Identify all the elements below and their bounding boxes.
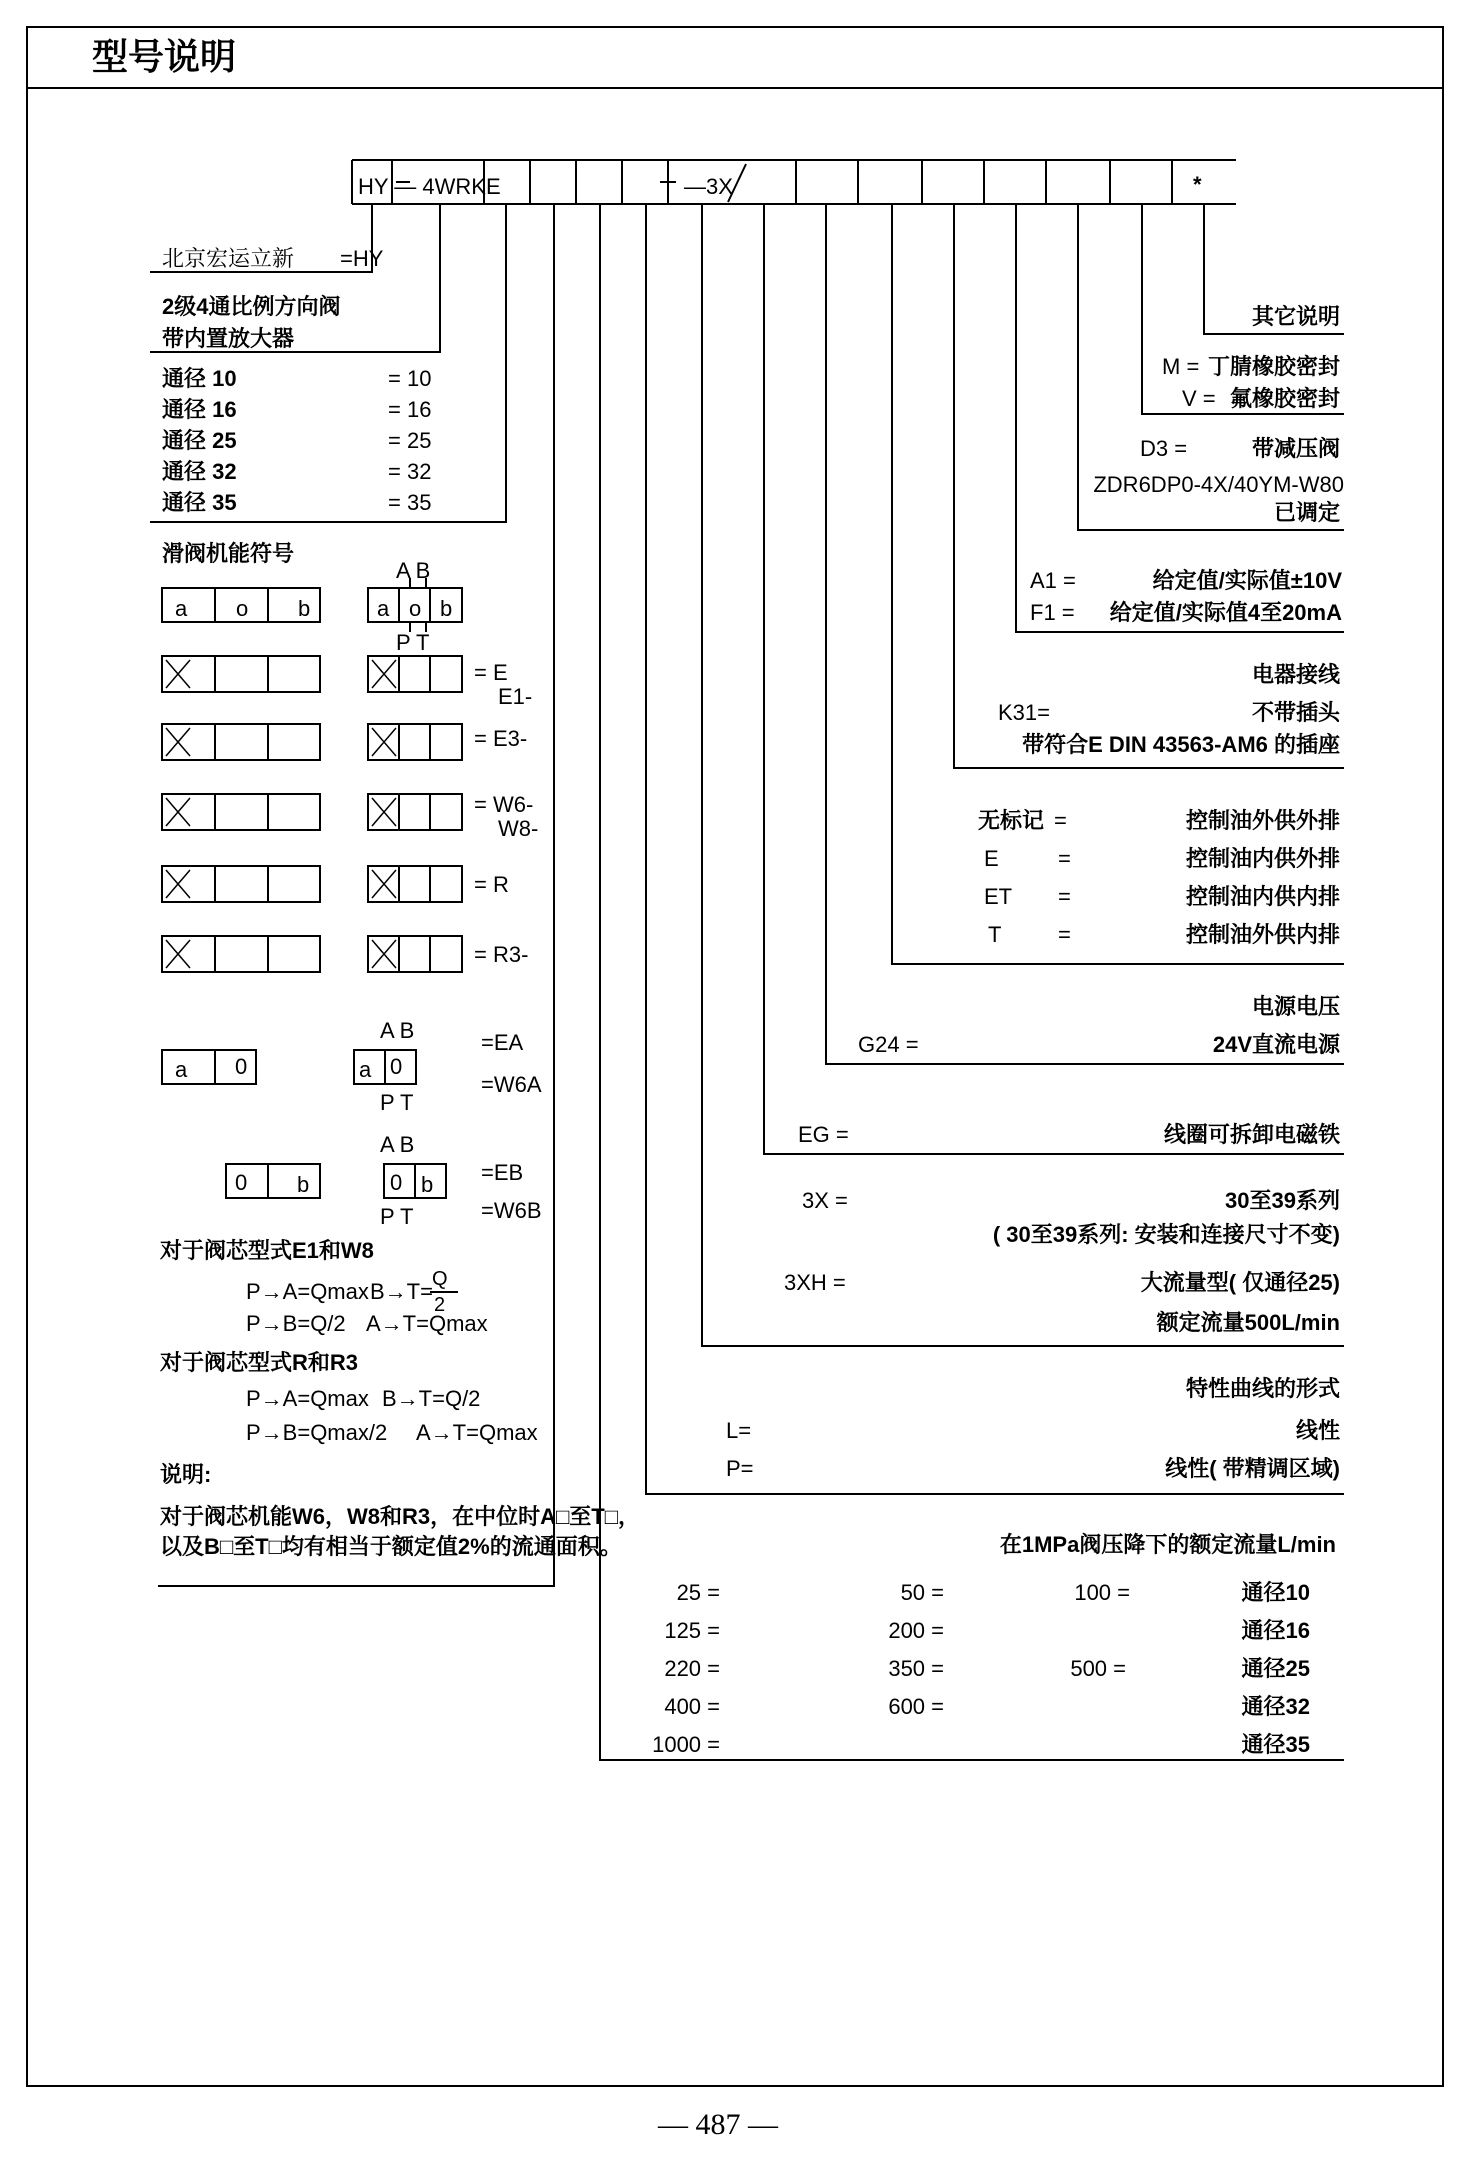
spool-ea: =EA [481,1030,524,1055]
voltage-heading: 电源电压 [1251,994,1340,1019]
seal-v-desc: 氟橡胶密封 [1229,386,1340,411]
seal-m-code: M = [1162,354,1200,379]
curve-p-code: P= [726,1456,754,1481]
d3-desc: 带减压阀 [1251,436,1340,461]
valve-desc-1: 2级4通比例方向阀 [162,294,341,319]
pilot-none-eq: = [1054,808,1067,833]
k31-desc-1: 不带插头 [1251,700,1340,725]
ea-a: a [175,1057,188,1082]
curve-heading: 特性曲线的形式 [1185,1376,1340,1401]
eb-0: 0 [235,1170,248,1195]
size-eq-3: = 25 [388,428,432,453]
note-e1w8-2: B→T= [370,1279,433,1304]
port-pt-3: P T [380,1204,414,1229]
explain-heading: 说明: [160,1462,212,1487]
f1-desc: 给定值/实际值4至20mA [1109,600,1342,625]
spool-w6b: =W6B [481,1198,542,1223]
d3-adjusted: 已调定 [1273,500,1340,525]
pilot-none-code: 无标记 [978,808,1045,833]
pilot-e-code: E [984,846,999,871]
note-r-3: P→B=Qmax/2 [246,1420,388,1445]
a1-code: A1 = [1030,568,1076,593]
pilot-et-desc: 控制油内供内排 [1185,884,1340,909]
note-e1w8-1: P→A=Qmax [246,1279,369,1304]
page-number: — 487 — [658,2108,778,2141]
g24-code: G24 = [858,1032,919,1057]
eb-02: 0 [390,1170,403,1195]
flow-r3-c1: 220 = [664,1656,720,1681]
size-eq-2: = 16 [388,397,432,422]
flow-r4-size: 通径32 [1241,1694,1310,1719]
eb-b2: b [421,1172,434,1197]
flow-r1-c3: 100 = [1074,1580,1130,1605]
maker-code: =HY [340,246,384,271]
flow-r2-size: 通径16 [1241,1618,1310,1643]
a1-desc: 给定值/实际值±10V [1152,568,1342,593]
3x-desc: 30至39系列 [1225,1188,1340,1213]
pos-a2: a [377,596,390,621]
d3-valve: ZDR6DP0-4X/40YM-W80 [1093,472,1344,497]
3x-note: ( 30至39系列: 安装和连接尺寸不变) [992,1222,1340,1247]
port-pt-1: P T [396,630,430,655]
pilot-e-desc: 控制油内供外排 [1185,846,1340,871]
port-ab-1: A B [396,558,431,583]
spool-w6: = W6- [474,792,534,817]
pilot-t-desc: 控制油外供内排 [1185,922,1340,947]
flow-heading: 在1MPa阀压降下的额定流量L/min [999,1532,1336,1557]
spool-r: = R [474,872,509,897]
pos-b2: b [440,596,453,621]
seal-m-desc: 丁腈橡胶密封 [1207,354,1340,379]
port-ab-3: A B [380,1132,415,1157]
flow-r2-c1: 125 = [664,1618,720,1643]
port-ab-2: A B [380,1018,415,1043]
size-label-5: 通径 35 [162,490,237,515]
g24-desc: 24V直流电源 [1212,1032,1340,1057]
pilot-e-eq: = [1058,846,1071,871]
note-r-1: P→A=Qmax [246,1386,369,1411]
k31-desc-2: 带符合E DIN 43563-AM6 的插座 [1022,732,1340,757]
flow-r3-c3: 500 = [1070,1656,1126,1681]
spool-e: = E [474,660,508,685]
spool-w6a: =W6A [481,1072,542,1097]
pos-o2: o [409,596,422,621]
size-label-4: 通径 32 [162,459,237,484]
flow-r4-c2: 600 = [888,1694,944,1719]
valve-desc-2: 带内置放大器 [162,326,295,351]
curve-l-code: L= [726,1418,752,1443]
3xh-desc: 大流量型( 仅通径25) [1140,1270,1340,1295]
flow-r4-c1: 400 = [664,1694,720,1719]
ea-0: 0 [235,1054,248,1079]
explain-1: 对于阀芯机能W6，W8和R3，在中位时A□至T□， [160,1504,641,1529]
pos-o: o [236,596,249,621]
pos-a: a [175,596,188,621]
eg-desc: 线圈可拆卸电磁铁 [1163,1122,1340,1147]
eb-b: b [297,1172,310,1197]
f1-code: F1 = [1030,600,1075,625]
code-box-3x: —3X [684,174,733,199]
note-r-4: A→T=Qmax [416,1420,538,1445]
flow-r1-c2: 50 = [900,1580,944,1605]
pilot-et-eq: = [1058,884,1071,909]
electrical-heading: 电器接线 [1251,662,1340,687]
page-title: 型号说明 [92,36,237,77]
spool-e1: E1- [498,684,533,709]
3xh-flow: 额定流量500L/min [1156,1310,1340,1335]
size-label-3: 通径 25 [162,428,237,453]
note-e1w8-heading: 对于阀芯型式E1和W8 [160,1238,374,1263]
seal-v-code: V = [1182,386,1216,411]
size-eq-1: = 10 [388,366,432,391]
pilot-et-code: ET [984,884,1013,909]
explain-2: 以及B□至T□均有相当于额定值2%的流通面积。 [160,1534,622,1559]
d3-code: D3 = [1140,436,1188,461]
flow-r1-size: 通径10 [1241,1580,1310,1605]
ea-02: 0 [390,1054,403,1079]
flow-r3-c2: 350 = [888,1656,944,1681]
spool-e3: = E3- [474,726,528,751]
pilot-t-code: T [988,922,1002,947]
flow-r1-c1: 25 = [676,1580,720,1605]
curve-l-desc: 线性 [1295,1418,1340,1443]
spool-eb: =EB [481,1160,524,1185]
size-label-1: 通径 10 [162,366,237,391]
k31-code: K31= [998,700,1050,725]
eg-code: EG = [798,1122,849,1147]
note-e1w8-4: A→T=Qmax [366,1311,488,1336]
3xh-code: 3XH = [784,1270,846,1295]
symbol-rows [162,656,462,972]
pilot-none-desc: 控制油外供外排 [1185,808,1340,833]
flow-r5-size: 通径35 [1241,1732,1310,1757]
code-box-hy: HY — 4WRKE [358,174,501,199]
frac-2: 2 [434,1294,446,1316]
3x-code: 3X = [802,1188,848,1213]
spool-symbols-heading: 滑阀机能符号 [162,541,295,566]
curve-p-desc: 线性( 带精调区域) [1165,1456,1340,1481]
other-heading: 其它说明 [1251,304,1340,329]
size-eq-5: = 35 [388,490,432,515]
size-label-2: 通径 16 [162,397,237,422]
note-r-2: B→T=Q/2 [382,1386,481,1411]
frac-q: Q [432,1268,448,1290]
ea-a2: a [359,1057,372,1082]
note-r-heading: 对于阀芯型式R和R3 [160,1350,359,1375]
spool-r3: = R3- [474,942,529,967]
size-eq-4: = 32 [388,459,432,484]
code-box-other: * [1193,172,1202,197]
pilot-t-eq: = [1058,922,1071,947]
spool-w8: W8- [498,816,539,841]
flow-r3-size: 通径25 [1241,1656,1310,1681]
pos-b: b [298,596,311,621]
maker-label: 北京宏运立新 [162,246,295,271]
note-e1w8-3: P→B=Q/2 [246,1311,346,1336]
flow-r2-c2: 200 = [888,1618,944,1643]
flow-r5-c1: 1000 = [652,1732,720,1757]
port-pt-2: P T [380,1090,414,1115]
